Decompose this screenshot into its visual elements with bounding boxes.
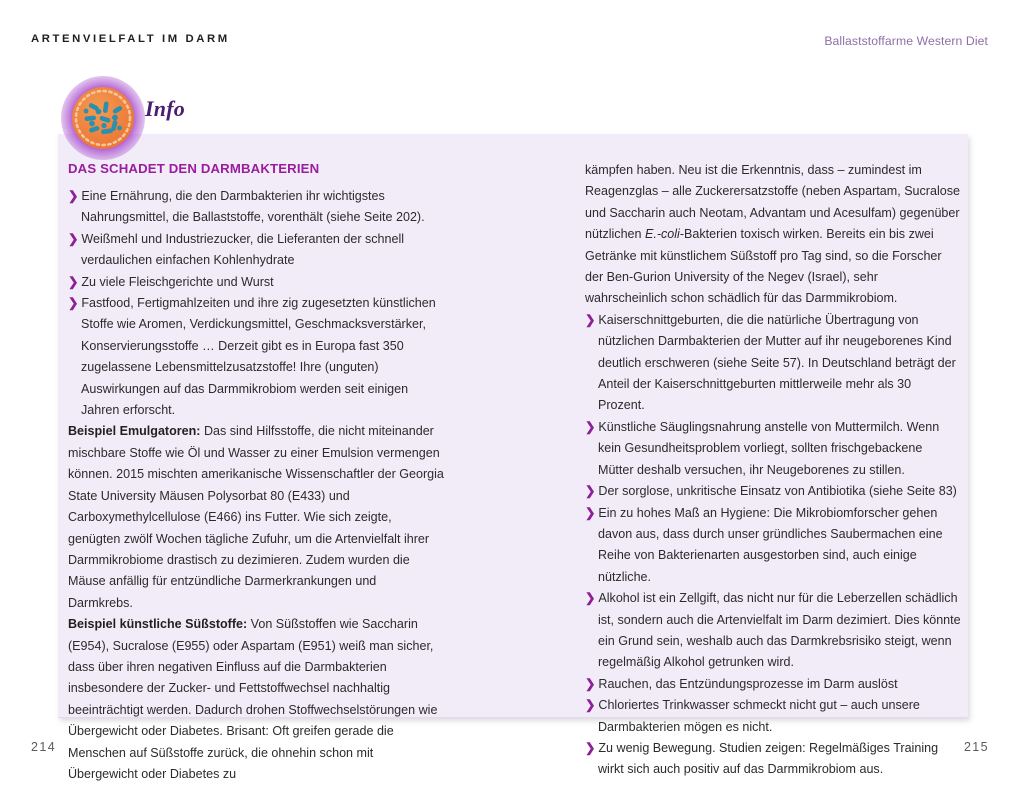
list-item-text: Eine Ernährung, die den Darmbakterien ihr wichtigstes Nahrungsmittel, die Ballaststoffe, vorenthält (siehe Seite 202). [81,189,425,225]
continuation-text-pre: kämpfen haben. Neu ist die Erkenntnis, dass – zumindest im Reagenzglas – alle Zuckerersatzstoffe (neben Aspartam, Sucralose und Saccharin auch Neotam, Advantam und Acesulfam) gegenüber nützlichen [585,163,960,242]
chevron-right-icon: ❯ [585,312,596,327]
example-body: Das sind Hilfsstoffe, die nicht miteinander mischbare Stoffe wie Öl und Wasser zu einer Emulsion vermengen können. 2015 mischten amerikanische Wissenschaftler der Georgia State University Mäusen Polysorbat 80 (E433) und Carboxymethylcellulose (E466) ins Futter. Wie sich zeigte, genügten zwölf Wochen tägliche Zufuhr, um die Artenvielfalt ihrer Darmmikrobiome drastisch zu dezimieren. Zudem wurden die Mäuse anfällig für entzündliche Darmerkrankungen und Darmkrebs. [68,424,444,610]
list-item [68,293,444,421]
list-item-text: Kaiserschnittgeburten, die die natürliche Übertragung von nützlichen Darmbakterien der Mutter auf ihr neugeborenes Kind deutlich erschweren (siehe Seite 57). In Deutschland beträgt der Anteil der Kaiserschnittgeburten mittlerweile mehr als 30 Prozent. [598,312,956,413]
list-item-text: Zu viele Fleischgerichte und Wurst [81,274,274,289]
info-badge-label: Info [145,96,185,121]
example-lead-in: Beispiel künstliche Süßstoffe: [68,617,248,632]
chevron-right-icon: ❯ [68,189,79,203]
badge-disc [72,87,134,149]
example-body: Von Süßstoffen wie Saccharin (E954), Sucralose (E955) oder Aspartam (E951) weiß man sicher, dass über ihren negativen Einfluss auf die Darmbakterien insbesondere der Zucker- und Fettstoffwechsel nachhaltig beeinträchtigt werden. Dadurch drohen Stoffwechselstörungen wie Übergewicht oder Diabetes. Brisant: Oft greifen gerade die Menschen auf Süßstoffe zurück, die ohnehin schon mit Übergewicht oder Diabetes zu [68,617,438,781]
list-item [68,229,444,272]
page-number-left: 214 [31,740,57,754]
list-item [585,417,961,481]
list-item [585,503,961,589]
list-item-text: Alkohol ist ein Zellgift, das nicht nur für die Leberzellen schädlich ist, sondern auch die Artenvielfalt im Darm dezimiert. Dies könnte ein Grund sein, weshalb auch das Darmkrebsrisiko steigt, wenn regelmäßig Alkohol getrunken wird. [598,591,961,670]
example-paragraph [68,614,444,785]
info-box-left-column [68,160,444,785]
example-lead-in: Beispiel Emulgatoren: [68,424,201,439]
page-number-right: 215 [963,740,989,754]
example-paragraph [68,421,444,614]
bacteria-badge-icon [61,76,145,160]
running-head-right: Ballaststoffarme Western Diet [824,34,988,48]
running-head-left: ARTENVIELFALT IM DARM [31,33,230,45]
list-item [585,481,961,502]
section-heading: DAS SCHADET DEN DARMBAKTERIEN [68,161,320,176]
list-item-text: Ein zu hohes Maß an Hygiene: Die Mikrobiomforscher gehen davon aus, dass durch unser gründliches Saubermachen eine Reihe von Bakterienarten ausgestorben sind, auch einige nützliche. [598,505,943,584]
chevron-right-icon: ❯ [585,676,596,691]
list-item [68,186,444,229]
chevron-right-icon: ❯ [585,698,596,713]
list-item-text: Weißmehl und Industriezucker, die Lieferanten der schnell verdaulichen einfachen Kohlenhydrate [81,231,405,268]
chevron-right-icon: ❯ [68,231,79,246]
list-item-text: Fastfood, Fertigmahlzeiten und ihre zig zugesetzten künstlichen Stoffe wie Aromen, Verdickungsmittel, Geschmacksverstärker, Konservierungsstoffe … Derzeit gibt es in Europa fast 350 zugelassene Lebensmittelzusatzstoffe! Ihre (unguten) Auswirkungen auf das Darmmikrobiom werden seit einigen Jahren erforscht. [81,296,436,418]
continuation-text-post: -Bakterien toxisch wirken. Bereits ein bis zwei Getränke mit künstlichem Süßstoff pro Tag sind, so die Forscher der Ben-Gurion University of the Negev (Israel), sehr wahrscheinlich schon schädlich für das Darmmikrobiom. [585,227,942,306]
list-item-text: Rauchen, das Entzündungsprozesse im Darm auslöst [598,676,898,691]
chevron-right-icon: ❯ [585,419,596,434]
badge-germs-icon [72,87,134,149]
list-item [585,310,961,417]
chevron-right-icon: ❯ [68,274,79,289]
info-box-right-column [585,160,961,781]
chevron-right-icon: ❯ [68,296,79,311]
species-name: E.-coli [644,227,680,242]
list-item-text: Zu wenig Bewegung. Studien zeigen: Regelmäßiges Training wirkt sich auch positiv auf das Darmmikrobiom aus. [598,740,939,777]
continuation-paragraph [585,160,961,310]
chevron-right-icon: ❯ [585,740,596,755]
chevron-right-icon: ❯ [585,484,596,499]
chevron-right-icon: ❯ [585,505,596,520]
list-item [585,738,961,781]
list-item [585,588,961,674]
list-item-text: Künstliche Säuglingsnahrung anstelle von Muttermilch. Wenn kein Gesundheitsproblem vorliegt, sollten frischgebackene Mütter deshalb versuchen, ihr Neugeborenes zu stillen. [598,419,940,477]
list-item [585,674,961,695]
chevron-right-icon: ❯ [585,591,596,606]
list-item [585,695,961,738]
list-item [68,272,444,293]
list-item-text: Chloriertes Trinkwasser schmeckt nicht gut – auch unsere Darmbakterien mögen es nicht. [598,698,920,734]
list-item-text: Der sorglose, unkritische Einsatz von Antibiotika (siehe Seite 83) [598,484,957,499]
